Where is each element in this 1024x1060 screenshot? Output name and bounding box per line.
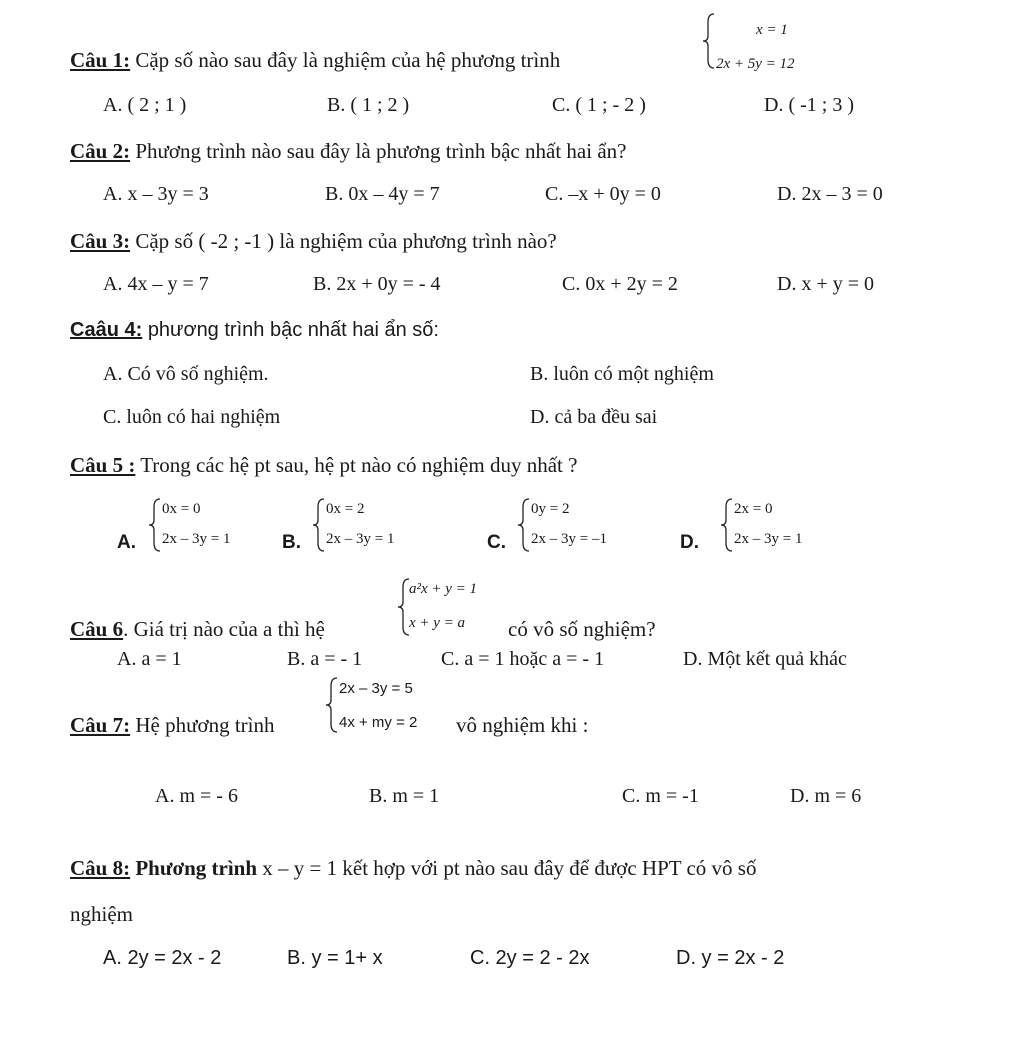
question-label: Câu 5 :	[70, 453, 136, 477]
question-label: Câu 3:	[70, 229, 131, 253]
equation-line: 2x = 0	[734, 501, 773, 517]
option-b[interactable]: B. 0x – 4y = 7	[325, 183, 440, 205]
equation-line: 2x – 3y = –1	[531, 531, 607, 547]
question-text: phương trình bậc nhất hai ẩn số:	[147, 319, 439, 341]
option-a[interactable]: A. Có vô số nghiệm.	[103, 363, 269, 385]
question-label: Câu 2:	[70, 139, 131, 163]
option-c[interactable]: C. ( 1 ; - 2 )	[552, 94, 646, 116]
question-text-rest: x – y = 1 kết hợp với pt nào sau đây để được HPT có vô số	[262, 856, 757, 880]
equation-system	[517, 495, 657, 555]
equation-system	[312, 495, 442, 555]
question-text: . Giá trị nào của a thì hệ	[123, 617, 325, 641]
option-d[interactable]: D. y = 2x - 2	[676, 947, 785, 969]
question-text: Phương trình nào sau đây là phương trình bậc nhất hai ẩn?	[135, 139, 627, 163]
option-b[interactable]: B. y = 1+ x	[287, 947, 383, 969]
equation-line: x = 1	[756, 22, 788, 38]
option-a[interactable]: A. a = 1	[117, 648, 182, 670]
brace-icon	[312, 495, 326, 555]
option-a[interactable]: A. ( 2 ; 1 )	[103, 94, 187, 116]
option-c[interactable]: C.	[487, 532, 506, 553]
brace-icon	[325, 674, 339, 736]
question-label: Câu 1:	[70, 48, 131, 72]
option-b[interactable]: B. a = - 1	[287, 648, 363, 670]
brace-icon	[517, 495, 531, 555]
question-text: Phương trình	[135, 856, 258, 880]
question-text: Cặp số ( -2 ; -1 ) là nghiệm của phương trình nào?	[135, 229, 557, 253]
option-b[interactable]: B. 2x + 0y = - 4	[313, 273, 441, 295]
option-d[interactable]: D.	[680, 532, 699, 553]
option-a[interactable]: A. x – 3y = 3	[103, 183, 209, 205]
option-c[interactable]: C. 0x + 2y = 2	[562, 273, 678, 295]
option-d[interactable]: D. Một kết quả khác	[683, 648, 847, 670]
equation-system	[325, 674, 450, 736]
question-text-suffix: có vô số nghiệm?	[508, 617, 656, 641]
question-text-suffix: vô nghiệm khi :	[456, 713, 589, 737]
option-b[interactable]: B. m = 1	[369, 785, 440, 807]
question-text-line2: nghiệm	[70, 902, 133, 926]
brace-icon	[720, 495, 734, 555]
option-d[interactable]: D. 2x – 3 = 0	[777, 183, 883, 205]
option-b[interactable]: B. ( 1 ; 2 )	[327, 94, 410, 116]
option-c[interactable]: C. –x + 0y = 0	[545, 183, 661, 205]
question-label: Caâu 4:	[70, 319, 143, 341]
option-c[interactable]: C. 2y = 2 - 2x	[470, 947, 590, 969]
equation-line: 4x + my = 2	[339, 714, 418, 731]
question-text: Hệ phương trình	[135, 713, 275, 737]
equation-line: 2x + 5y = 12	[716, 56, 795, 72]
option-a[interactable]: A.	[117, 532, 136, 553]
equation-system	[720, 495, 850, 555]
equation-system	[702, 10, 862, 72]
equation-system	[397, 575, 507, 639]
option-a[interactable]: A. 4x – y = 7	[103, 273, 209, 295]
question-label: Câu 6	[70, 617, 124, 641]
equation-line: 0x = 0	[162, 501, 201, 517]
option-c[interactable]: C. a = 1 hoặc a = - 1	[441, 648, 605, 670]
equation-line: 2x – 3y = 1	[162, 531, 231, 547]
option-d[interactable]: D. m = 6	[790, 785, 862, 807]
option-c[interactable]: C. m = -1	[622, 785, 699, 807]
option-c[interactable]: C. luôn có hai nghiệm	[103, 406, 281, 428]
equation-system	[148, 495, 278, 555]
question-text: Cặp số nào sau đây là nghiệm của hệ phương trình	[135, 48, 561, 72]
question-label: Câu 8:	[70, 856, 131, 880]
option-d[interactable]: D. x + y = 0	[777, 273, 875, 295]
option-d[interactable]: D. ( -1 ; 3 )	[764, 94, 854, 116]
option-b[interactable]: B.	[282, 532, 301, 553]
equation-line: 2x – 3y = 1	[734, 531, 803, 547]
brace-icon	[702, 10, 716, 72]
option-d[interactable]: D. cả ba đều sai	[530, 406, 658, 428]
option-a[interactable]: A. m = - 6	[155, 785, 238, 807]
equation-line: x + y = a	[409, 615, 466, 631]
equation-line: a²x + y = 1	[409, 581, 478, 597]
option-a[interactable]: A. 2y = 2x - 2	[103, 947, 222, 969]
question-text: Trong các hệ pt sau, hệ pt nào có nghiệm duy nhất ?	[140, 453, 578, 477]
option-b[interactable]: B. luôn có một nghiệm	[530, 363, 714, 385]
equation-line: 2x – 3y = 5	[339, 680, 413, 697]
equation-line: 0x = 2	[326, 501, 365, 517]
brace-icon	[148, 495, 162, 555]
question-label: Câu 7:	[70, 713, 131, 737]
equation-line: 2x – 3y = 1	[326, 531, 395, 547]
equation-line: 0y = 2	[531, 501, 570, 517]
